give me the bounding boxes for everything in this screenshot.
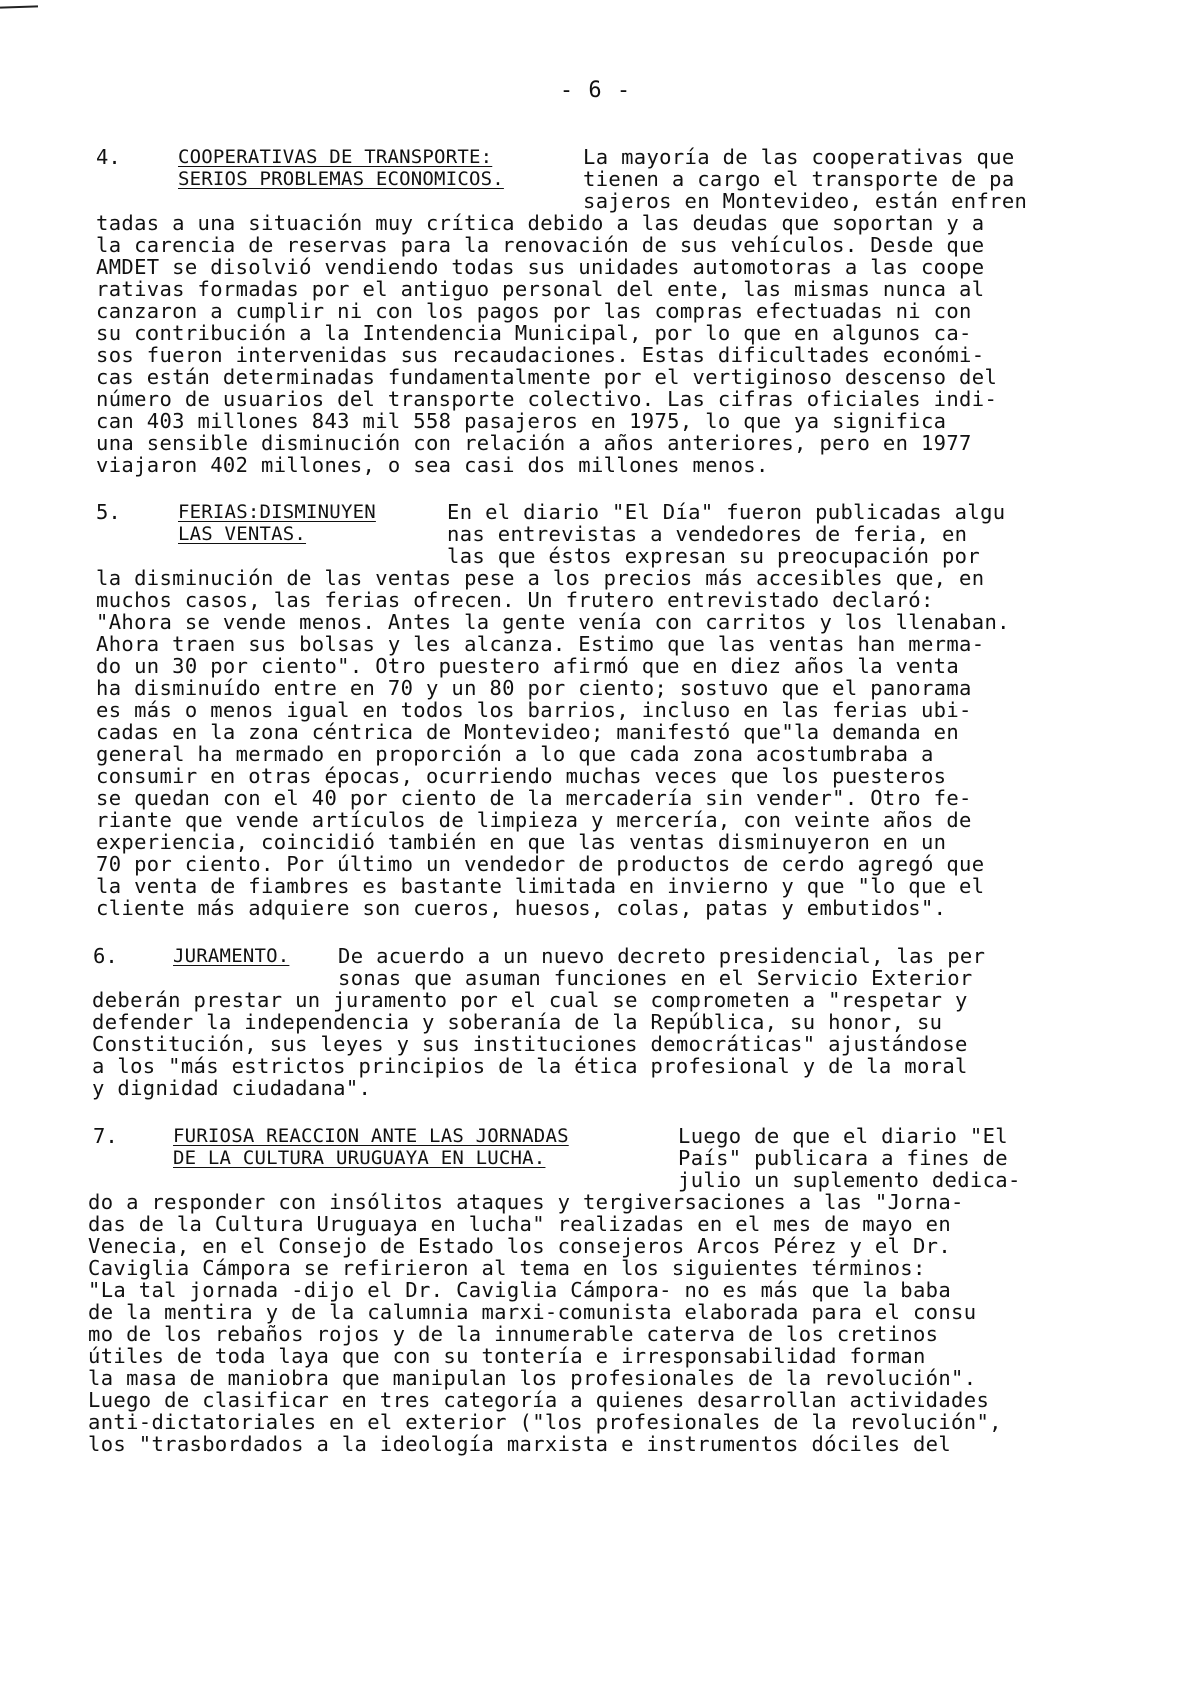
- section-heading: FURIOSA REACCION ANTE LAS JORNADAS: [173, 1125, 569, 1147]
- body-line: das de la Cultura Uruguaya en lucha" realizadas en el mes de mayo en: [88, 1212, 952, 1236]
- body-line: cadas en la zona céntrica de Montevideo; manifestó que"la demanda en: [96, 720, 960, 744]
- section-intro-line: En el diario "El Día" fueron publicadas algu: [447, 500, 1006, 524]
- section-number: 5.: [96, 500, 121, 524]
- body-line: consumir en otras épocas, ocurriendo muchas veces que los puesteros: [96, 764, 947, 788]
- body-line: tadas a una situación muy crítica debido a las deudas que soportan y a: [96, 211, 985, 235]
- section-intro-line: Luego de que el diario "El: [678, 1124, 1008, 1148]
- section-intro-line: las que éstos expresan su preocupación por: [447, 544, 981, 568]
- body-line: "La tal jornada -dijo el Dr. Caviglia Cámpora- no es más que la baba: [88, 1278, 952, 1302]
- corner-mark: [0, 5, 38, 8]
- body-line: a los "más estrictos principios de la ética profesional y de la moral: [92, 1054, 968, 1078]
- section-heading: SERIOS PROBLEMAS ECONOMICOS.: [178, 168, 504, 190]
- section-intro-line: sajeros en Montevideo, están enfren: [583, 189, 1028, 213]
- body-line: anti-dictatoriales en el exterior ("los profesionales de la revolución",: [88, 1410, 1002, 1434]
- body-line: se quedan con el 40 por ciento de la mercadería sin vender". Otro fe-: [96, 786, 972, 810]
- section-number: 7.: [93, 1124, 118, 1148]
- body-line: ha disminuído entre en 70 y un 80 por ciento; sostuvo que el panorama: [96, 676, 972, 700]
- section-intro-line: De acuerdo a un nuevo decreto presidencial, las per: [338, 944, 986, 968]
- body-line: do un 30 por ciento". Otro puestero afirmó que en diez años la venta: [96, 654, 960, 678]
- body-line: do a responder con insólitos ataques y tergiversaciones a las "Jorna-: [88, 1190, 964, 1214]
- body-line: cliente más adquiere son cueros, huesos, colas, patas y embutidos".: [96, 896, 947, 920]
- body-line: deberán prestar un juramento por el cual se comprometen a "respetar y: [92, 988, 968, 1012]
- body-line: experiencia, coincidió también en que las ventas disminuyeron en un: [96, 830, 947, 854]
- body-line: Venecia, en el Consejo de Estado los consejeros Arcos Pérez y el Dr.: [88, 1234, 952, 1258]
- body-line: can 403 millones 843 mil 558 pasajeros en 1975, lo que ya significa: [96, 409, 947, 433]
- body-line: la venta de fiambres es bastante limitada en invierno y que "lo que el: [96, 874, 985, 898]
- body-line: riante que vende artículos de limpieza y mercería, con veinte años de: [96, 808, 972, 832]
- body-line: la carencia de reservas para la renovación de sus vehículos. Desde que: [96, 233, 985, 257]
- body-line: 70 por ciento. Por último un vendedor de productos de cerdo agregó que: [96, 852, 985, 876]
- body-line: y dignidad ciudadana".: [92, 1076, 372, 1100]
- section-heading: JURAMENTO.: [173, 945, 290, 967]
- body-line: Constitución, sus leyes y sus instituciones democráticas" ajustándose: [92, 1032, 968, 1056]
- body-line: Caviglia Cámpora se refirieron al tema en los siguientes términos:: [88, 1256, 926, 1280]
- section-number: 4.: [96, 145, 121, 169]
- body-line: una sensible disminución con relación a años anteriores, pero en 1977: [96, 431, 972, 455]
- body-line: AMDET se disolvió vendiendo todas sus unidades automotoras a las coope: [96, 255, 985, 279]
- section-intro-line: sonas que asuman funciones en el Servicio Exterior: [338, 966, 973, 990]
- body-line: los "trasbordados a la ideología marxista e instrumentos dóciles del: [88, 1432, 952, 1456]
- section-heading: LAS VENTAS.: [178, 523, 307, 545]
- section-intro-line: julio un suplemento dedica-: [678, 1168, 1021, 1192]
- section-intro-line: nas entrevistas a vendedores de feria, en: [447, 522, 968, 546]
- body-line: cas están determinadas fundamentalmente por el vertiginoso descenso del: [96, 365, 998, 389]
- body-line: defender la independencia y soberanía de la República, su honor, su: [92, 1010, 943, 1034]
- body-line: "Ahora se vende menos. Antes la gente venía con carritos y los llenaban.: [96, 610, 1010, 634]
- section-heading: DE LA CULTURA URUGUAYA EN LUCHA.: [173, 1147, 546, 1169]
- body-line: es más o menos igual en todos los barrios, incluso en las ferias ubi-: [96, 698, 972, 722]
- body-line: la masa de maniobra que manipulan los profesionales de la revolución".: [88, 1366, 977, 1390]
- body-line: rativas formadas por el antiguo personal del ente, las mismas nunca al: [96, 277, 985, 301]
- body-line: mo de los rebaños rojos y de la innumerable caterva de los cretinos: [88, 1322, 939, 1346]
- body-line: viajaron 402 millones, o sea casi dos millones menos.: [96, 453, 769, 477]
- body-line: Ahora traen sus bolsas y les alcanza. Estimo que las ventas han merma-: [96, 632, 985, 656]
- section-heading: FERIAS:DISMINUYEN: [178, 501, 376, 523]
- body-line: número de usuarios del transporte colectivo. Las cifras oficiales indi-: [96, 387, 998, 411]
- section-intro-line: La mayoría de las cooperativas que: [583, 145, 1015, 169]
- body-line: canzaron a cumplir ni con los pagos por las compras efectuadas ni con: [96, 299, 972, 323]
- body-line: general ha mermado en proporción a lo que cada zona acostumbraba a: [96, 742, 934, 766]
- body-line: Luego de clasificar en tres categoría a quienes desarrollan actividades: [88, 1388, 990, 1412]
- body-line: de la mentira y de la calumnia marxi-comunista elaborada para el consu: [88, 1300, 977, 1324]
- body-line: muchos casos, las ferias ofrecen. Un frutero entrevistado declaró:: [96, 588, 934, 612]
- section-heading: COOPERATIVAS DE TRANSPORTE:: [178, 146, 493, 168]
- body-line: la disminución de las ventas pese a los precios más accesibles que, en: [96, 566, 985, 590]
- section-intro-line: tienen a cargo el transporte de pa: [583, 167, 1015, 191]
- body-line: útiles de toda laya que con su tontería e irresponsabilidad forman: [88, 1344, 926, 1368]
- section-number: 6.: [93, 944, 118, 968]
- page-number: - 6 -: [559, 78, 632, 103]
- section-intro-line: País" publicara a fines de: [678, 1146, 1008, 1170]
- body-line: su contribución a la Intendencia Municipal, por lo que en algunos ca-: [96, 321, 972, 345]
- body-line: sos fueron intervenidas sus recaudaciones. Estas dificultades económi-: [96, 343, 985, 367]
